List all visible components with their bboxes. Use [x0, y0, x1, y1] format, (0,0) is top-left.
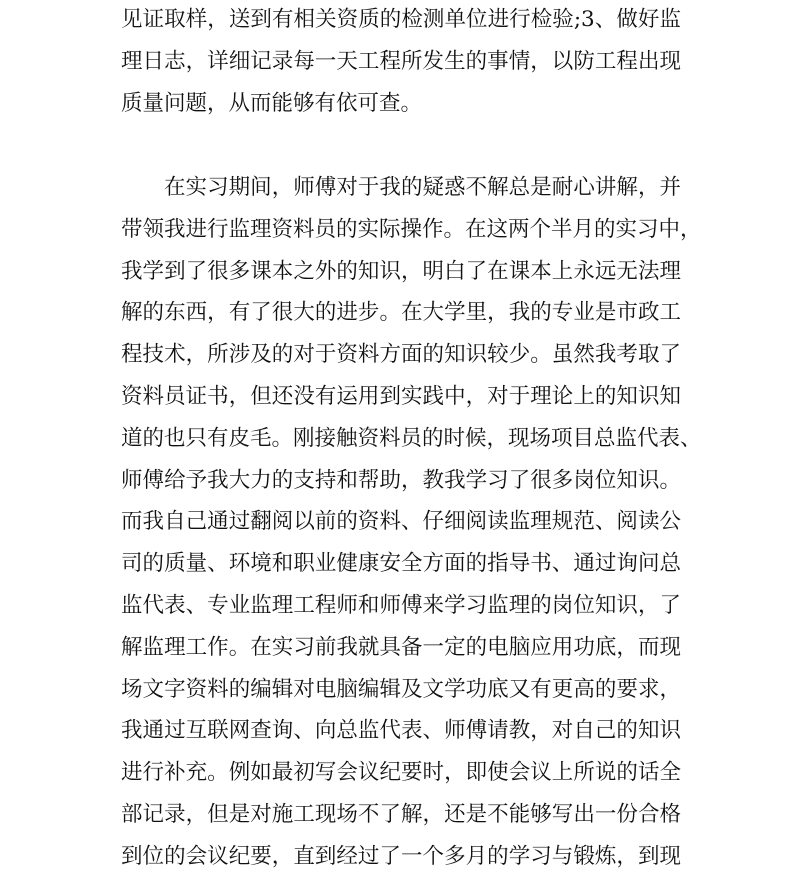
paragraph-line: 程技术，所涉及的对于资料方面的知识较少。虽然我考取了: [121, 342, 681, 368]
paragraph-1: [121, 0, 681, 124]
paragraph-line: 师傅给予我大力的支持和帮助，教我学习了很多岗位知识。: [121, 467, 681, 493]
paragraph-line: 司的质量、环境和职业健康安全方面的指导书、通过询问总: [121, 551, 681, 577]
paragraph-line: 我通过互联网查询、向总监代表、师傅请教，对自己的知识: [121, 718, 681, 744]
paragraph-line: 质量问题，从而能够有依可查。: [121, 90, 423, 116]
paragraph-line: 资料员证书，但还没有运用到实践中，对于理论上的知识知: [121, 383, 681, 409]
paragraph-line: 在实习期间，师傅对于我的疑惑不解总是耐心讲解，并: [164, 175, 681, 200]
paragraph-2: [121, 167, 702, 871]
paragraph-line: 带领我进行监理资料员的实际操作。在这两个半月的实习中，: [121, 216, 702, 242]
paragraph-line: 部记录，但是对施工现场不了解，还是不能够写出一份合格: [121, 801, 681, 827]
paragraph-line: 道的也只有皮毛。刚接触资料员的时候，现场项目总监代表、: [121, 425, 702, 451]
paragraph-line: 解的东西，有了很大的进步。在大学里，我的专业是市政工: [121, 300, 681, 326]
paragraph-line: 到位的会议纪要，直到经过了一个多月的学习与锻炼，到现: [121, 843, 681, 869]
paragraph-line: 理日志，详细记录每一天工程所发生的事情，以防工程出现: [121, 48, 681, 74]
paragraph-line: 而我自己通过翻阅以前的资料、仔细阅读监理规范、阅读公: [121, 509, 681, 535]
paragraph-line: 监代表、专业监理工程师和师傅来学习监理的岗位知识，了: [121, 592, 681, 618]
paragraph-line: 我学到了很多课本之外的知识，明白了在课本上永远无法理: [121, 258, 681, 284]
paragraph-line: 见证取样，送到有相关资质的检测单位进行检验;3、做好监: [121, 7, 681, 32]
paragraph-line: 解监理工作。在实习前我就具备一定的电脑应用功底，而现: [121, 634, 681, 660]
paragraph-line: 进行补充。例如最初写会议纪要时，即使会议上所说的话全: [121, 760, 681, 786]
paragraph-line: 场文字资料的编辑对电脑编辑及文学功底又有更高的要求，: [121, 676, 681, 702]
